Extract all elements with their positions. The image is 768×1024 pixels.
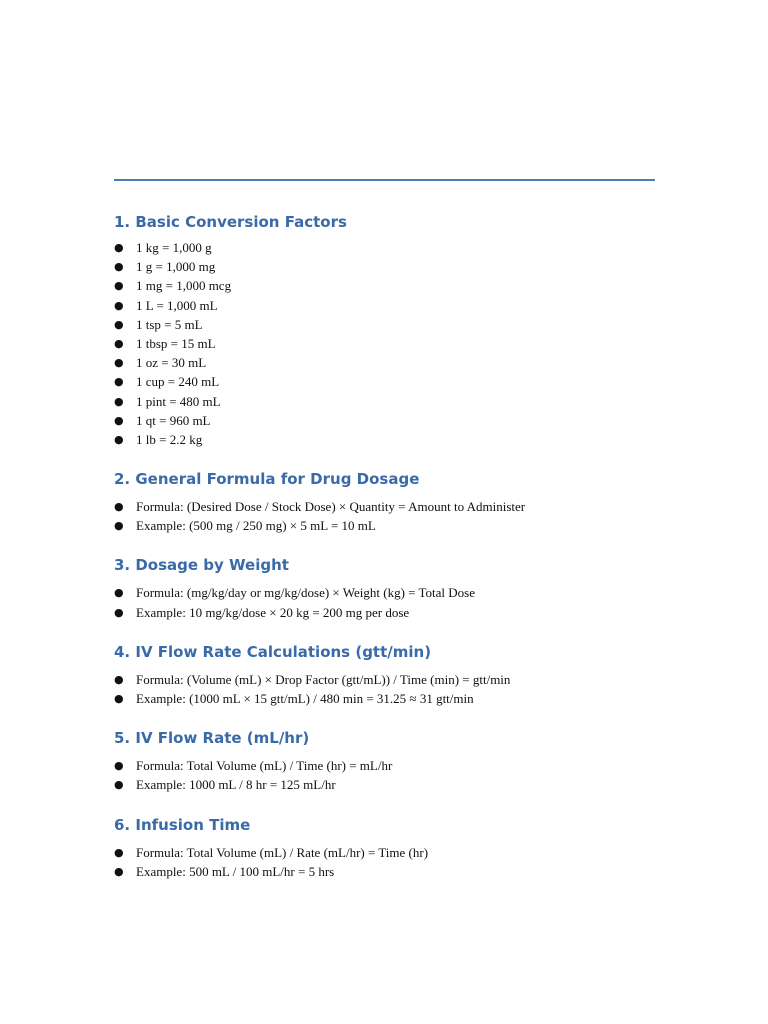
list-item: [114, 862, 674, 881]
bullet-icon: ●: [114, 279, 124, 293]
bullet-icon: ●: [114, 432, 124, 446]
bullet-icon: ●: [114, 692, 124, 705]
list-item-text: Formula: (mg/kg/day or mg/kg/dose) × Weight (kg) = Total Dose: [136, 585, 475, 601]
list-item: [114, 296, 674, 315]
list-item-text: Formula: Total Volume (mL) / Rate (mL/hr) = Time (hr): [136, 844, 429, 860]
list-item: [114, 583, 674, 602]
list-item-text: Formula: (Volume (mL) × Drop Factor (gtt/mL)) / Time (min) = gtt/min: [136, 671, 511, 687]
bullet-icon: ●: [114, 605, 124, 619]
list-item: [114, 775, 674, 794]
bullet-icon: ●: [114, 759, 124, 773]
list-item: [114, 392, 674, 411]
list-item-text: Example: 10 mg/kg/dose × 20 kg = 200 mg per dose: [136, 604, 410, 620]
section-heading: 6. Infusion Time: [114, 815, 251, 834]
list-item-text: 1 tbsp = 15 mL: [136, 335, 216, 351]
list-item-text: Formula: (Desired Dose / Stock Dose) × Quantity = Amount to Administer: [136, 499, 526, 515]
bullet-list: [114, 670, 674, 708]
bullet-icon: ●: [114, 241, 124, 254]
list-item-text: 1 kg = 1,000 g: [136, 240, 212, 255]
bullet-icon: ●: [114, 672, 124, 686]
list-item: [114, 276, 674, 295]
list-item-text: 1 lb = 2.2 kg: [136, 431, 203, 447]
list-item-text: 1 tsp = 5 mL: [136, 316, 203, 332]
list-item: [114, 372, 674, 391]
list-item: [114, 411, 674, 430]
bullet-list: [114, 497, 674, 535]
bullet-icon: ●: [114, 864, 124, 878]
bullet-icon: ●: [114, 845, 124, 859]
list-item-text: Example: (500 mg / 250 mg) × 5 mL = 10 mL: [136, 518, 376, 534]
bullet-icon: ●: [114, 260, 124, 274]
bullet-icon: ●: [114, 586, 124, 600]
list-item-text: Example: 500 mL / 100 mL/hr = 5 hrs: [136, 863, 335, 879]
section-6: [114, 815, 674, 881]
section-heading: 3. Dosage by Weight: [114, 556, 289, 575]
section-1: [114, 212, 674, 449]
bullet-icon: ●: [114, 394, 124, 408]
bullet-icon: ●: [114, 356, 124, 370]
list-item: [114, 334, 674, 353]
list-item-text: 1 mg = 1,000 mcg: [136, 278, 232, 294]
bullet-icon: ●: [114, 500, 124, 514]
bullet-icon: ●: [114, 336, 124, 350]
section-5: [114, 728, 674, 794]
section-2: [114, 469, 674, 535]
bullet-list: [114, 756, 674, 794]
bullet-icon: ●: [114, 778, 124, 792]
list-item-text: 1 g = 1,000 mg: [136, 259, 216, 275]
list-item: [114, 353, 674, 372]
list-item: [114, 843, 674, 862]
list-item-text: Example: (1000 mL × 15 gtt/mL) / 480 min = 31.25 ≈ 31 gtt/min: [136, 691, 474, 706]
list-item: [114, 670, 674, 689]
bullet-list: [114, 583, 674, 621]
list-item: [114, 603, 674, 622]
list-item: [114, 257, 674, 276]
section-heading: 5. IV Flow Rate (mL/hr): [114, 729, 310, 748]
list-item-text: 1 cup = 240 mL: [136, 374, 220, 390]
bullet-icon: ●: [114, 375, 124, 389]
list-item-text: Example: 1000 mL / 8 hr = 125 mL/hr: [136, 777, 336, 793]
section-3: [114, 555, 674, 621]
list-item: [114, 756, 674, 775]
list-item-text: 1 oz = 30 mL: [136, 355, 207, 371]
section-heading: 2. General Formula for Drug Dosage: [114, 470, 420, 489]
list-item-text: 1 pint = 480 mL: [136, 393, 221, 409]
bullet-icon: ●: [114, 413, 124, 427]
horizontal-rule: [114, 179, 655, 181]
list-item-text: Formula: Total Volume (mL) / Time (hr) = mL/hr: [136, 758, 393, 774]
section-heading: 1. Basic Conversion Factors: [114, 213, 347, 231]
list-item: [114, 689, 674, 708]
section-4: [114, 642, 674, 708]
bullet-list: [114, 238, 674, 449]
bullet-icon: ●: [114, 298, 124, 312]
bullet-icon: ●: [114, 317, 124, 331]
section-heading: 4. IV Flow Rate Calculations (gtt/min): [114, 642, 432, 661]
list-item: [114, 516, 674, 535]
list-item: [114, 238, 674, 257]
list-item-text: 1 qt = 960 mL: [136, 412, 211, 428]
list-item: [114, 497, 674, 516]
list-item: [114, 315, 674, 334]
bullet-list: [114, 843, 674, 881]
list-item: [114, 430, 674, 449]
document-content: [114, 212, 674, 881]
list-item-text: 1 L = 1,000 mL: [136, 297, 218, 313]
bullet-icon: ●: [114, 519, 124, 533]
